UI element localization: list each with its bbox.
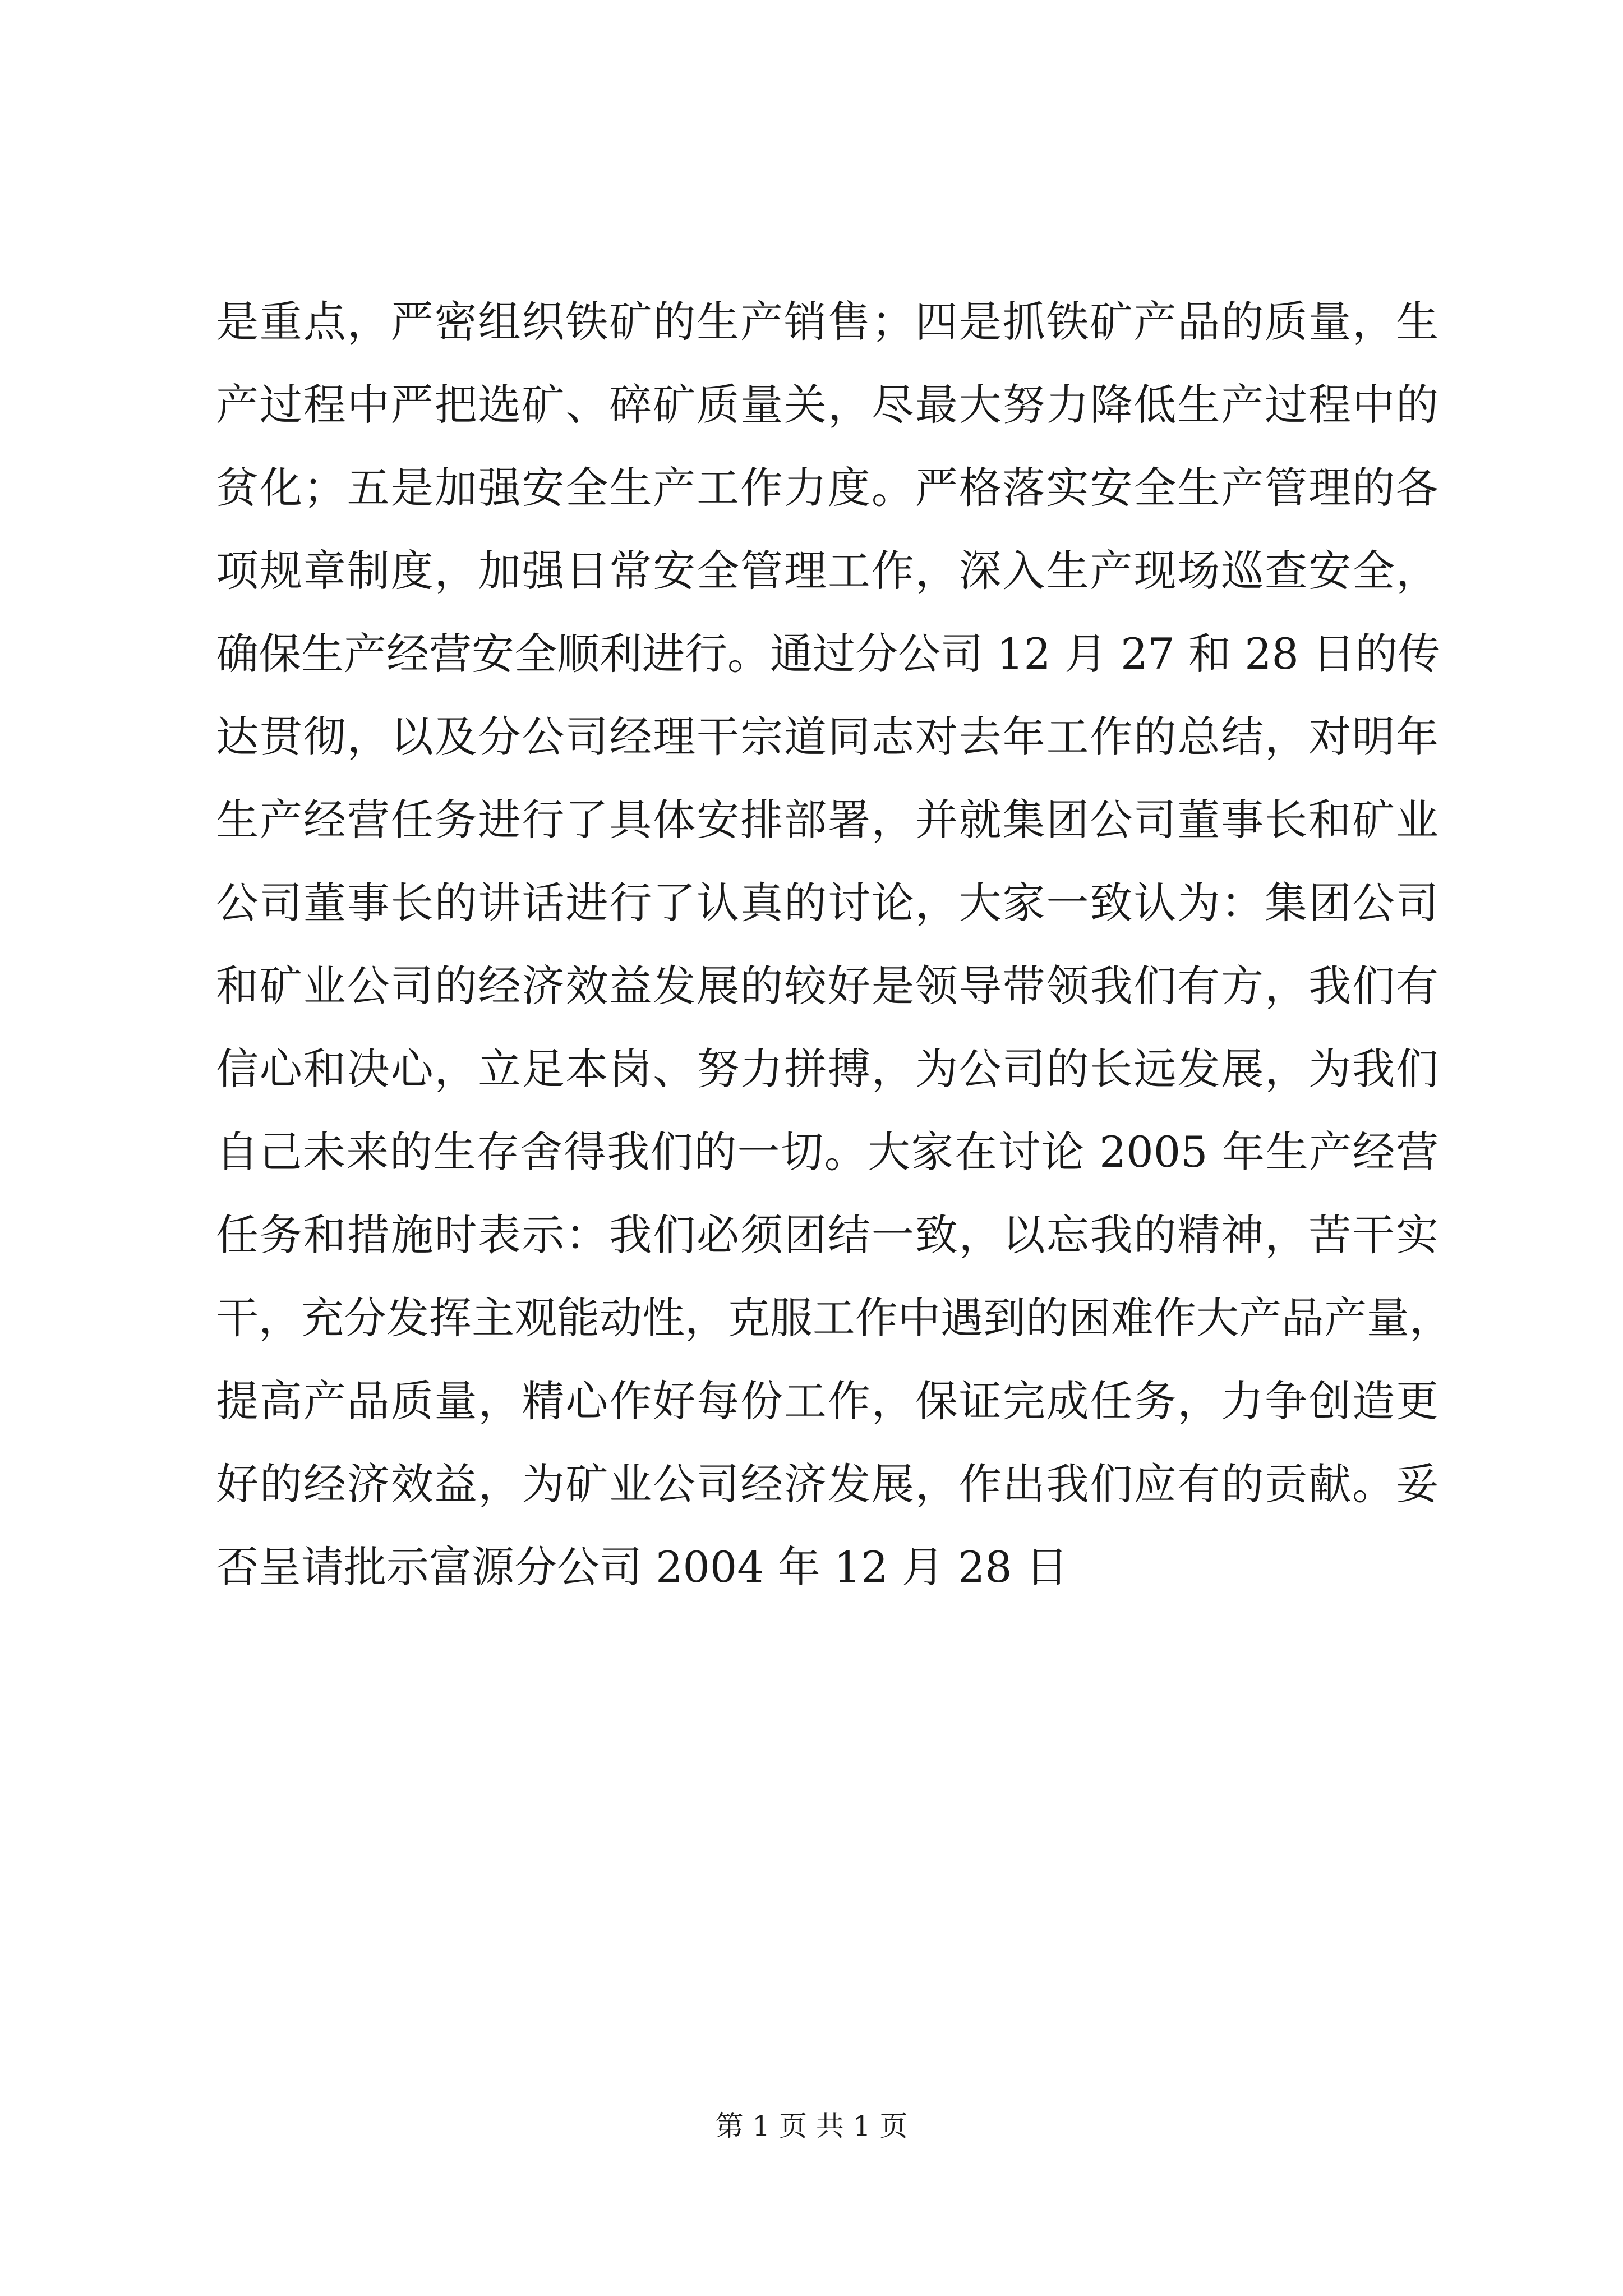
text-line-16: 否呈请批示富源分公司 2004 年 12 月 28 日 [216,1542,1068,1592]
text-line-7: 生产经营任务进行了具体安排部署，并就集团公司董事长和矿业 [216,795,1438,845]
text-line-11: 自己未来的生存舍得我们的一切。大家在讨论 2005 年生产经营 [216,1127,1438,1177]
text-line-12: 任务和措施时表示：我们必须团结一致，以忘我的精神，苦干实 [216,1210,1438,1260]
body-paragraph [216,280,1452,1609]
text-line-15: 好的经济效益，为矿业公司经济发展，作出我们应有的贡献。妥 [216,1459,1438,1509]
text-line-4: 项规章制度，加强日常安全管理工作，深入生产现场巡查安全， [216,546,1438,596]
text-line-3: 贫化；五是加强安全生产工作力度。严格落实安全生产管理的各 [216,463,1438,513]
page-footer [0,2106,1623,2146]
text-line-1: 是重点，严密组织铁矿的生产销售；四是抓铁矿产品的质量，生 [216,297,1438,347]
text-line-10: 信心和决心，立足本岗、努力拼搏，为公司的长远发展，为我们 [216,1044,1438,1094]
text-line-2: 产过程中严把选矿、碎矿质量关，尽最大努力降低生产过程中的 [216,380,1438,430]
text-line-13: 干，充分发挥主观能动性，克服工作中遇到的困难作大产品产量， [216,1293,1452,1343]
text-line-14: 提高产品质量，精心作好每份工作，保证完成任务，力争创造更 [216,1376,1438,1426]
text-line-5: 确保生产经营安全顺利进行。通过分公司 12 月 27 和 28 日的传 [216,629,1441,679]
page-number-label: 第 1 页 共 1 页 [715,2110,908,2142]
text-line-6: 达贯彻，以及分公司经理干宗道同志对去年工作的总结，对明年 [216,712,1438,762]
text-line-8: 公司董事长的讲话进行了认真的讨论，大家一致认为：集团公司 [216,878,1438,928]
text-line-9: 和矿业公司的经济效益发展的较好是领导带领我们有方，我们有 [216,961,1438,1011]
